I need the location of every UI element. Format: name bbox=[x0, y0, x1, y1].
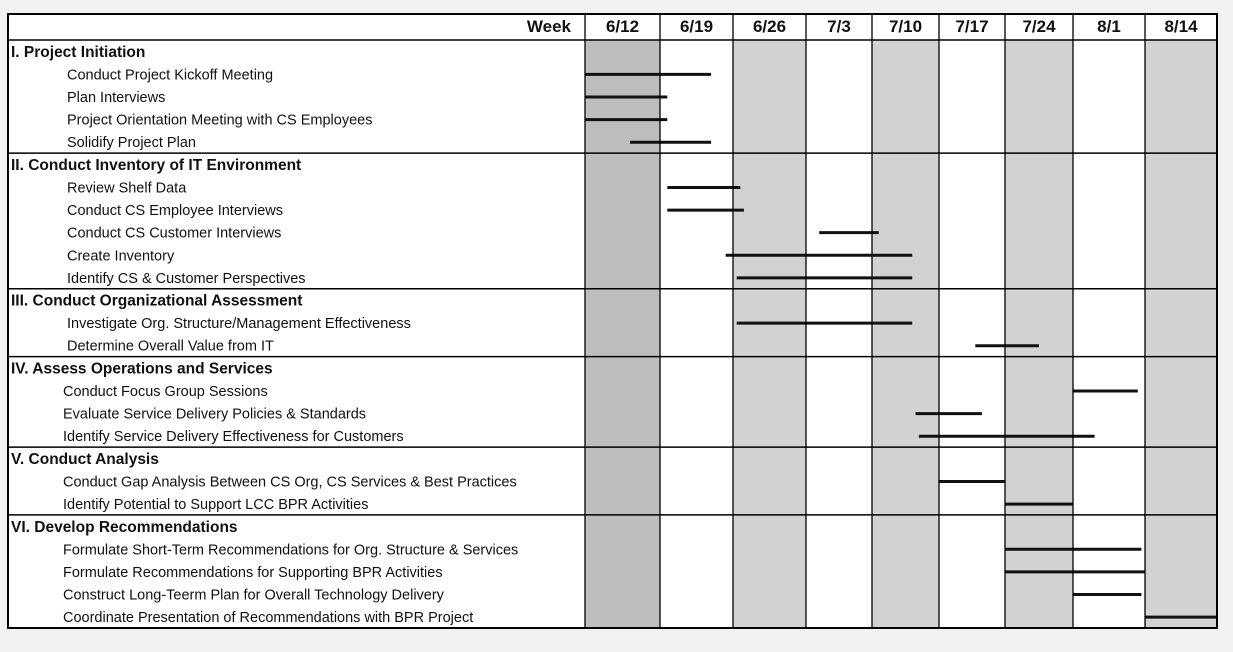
task-label: Conduct CS Customer Interviews bbox=[67, 225, 282, 242]
task-label: Solidify Project Plan bbox=[67, 135, 196, 152]
task-label: Identify CS & Customer Perspectives bbox=[67, 270, 306, 287]
task-label: Plan Interviews bbox=[67, 89, 166, 106]
task-label: Formulate Recommendations for Supporting BPR Activities bbox=[63, 564, 443, 581]
week-label-7-24: 7/24 bbox=[1022, 17, 1056, 36]
task-label: Project Orientation Meeting with CS Employees bbox=[67, 112, 373, 129]
week-label-8-1: 8/1 bbox=[1097, 17, 1121, 36]
task-label: Identify Service Delivery Effectiveness for Customers bbox=[63, 429, 404, 446]
week-label-6-26: 6/26 bbox=[752, 17, 787, 36]
task-label: Conduct CS Employee Interviews bbox=[67, 203, 283, 220]
section-title: VI. Develop Recommendations bbox=[11, 518, 238, 536]
shaded-column-7-10 bbox=[872, 40, 939, 628]
task-label: Coordinate Presentation of Recommendations with BPR Project bbox=[63, 610, 474, 627]
task-label: Determine Overall Value from IT bbox=[67, 338, 274, 355]
task-label: Create Inventory bbox=[67, 248, 175, 265]
task-label: Formulate Short-Term Recommendations for Org. Structure & Services bbox=[63, 542, 519, 559]
section-title: II. Conduct Inventory of IT Environment bbox=[11, 157, 302, 175]
task-label: Conduct Focus Group Sessions bbox=[63, 383, 268, 400]
week-label-7-3: 7/3 bbox=[827, 17, 851, 36]
week-label-7-17: 7/17 bbox=[955, 17, 989, 36]
week-header-label: Week bbox=[526, 17, 571, 36]
shaded-column-8-14 bbox=[1145, 40, 1217, 628]
week-label-8-14: 8/14 bbox=[1164, 17, 1198, 36]
shaded-column-6-12 bbox=[585, 40, 660, 628]
section-title: V. Conduct Analysis bbox=[11, 451, 159, 469]
section-title: III. Conduct Organizational Assessment bbox=[11, 292, 303, 310]
task-label: Construct Long-Teerm Plan for Overall Technology Delivery bbox=[63, 587, 444, 604]
week-label-6-19: 6/19 bbox=[679, 17, 714, 36]
week-label-7-10: 7/10 bbox=[888, 17, 923, 36]
shaded-column-7-24 bbox=[1005, 40, 1073, 628]
shaded-column-6-26 bbox=[733, 40, 806, 628]
section-title: I. Project Initiation bbox=[11, 43, 146, 61]
task-label: Conduct Project Kickoff Meeting bbox=[67, 67, 274, 84]
section-title: IV. Assess Operations and Services bbox=[11, 360, 273, 378]
task-label: Evaluate Service Delivery Policies & Standards bbox=[63, 406, 367, 423]
task-label: Conduct Gap Analysis Between CS Org, CS Services & Best Practices bbox=[63, 474, 517, 491]
task-label: Identify Potential to Support LCC BPR Activities bbox=[63, 497, 369, 514]
task-label: Review Shelf Data bbox=[67, 180, 187, 197]
week-label-6-12: 6/12 bbox=[605, 17, 640, 36]
task-label: Investigate Org. Structure/Management Effectiveness bbox=[67, 316, 411, 333]
